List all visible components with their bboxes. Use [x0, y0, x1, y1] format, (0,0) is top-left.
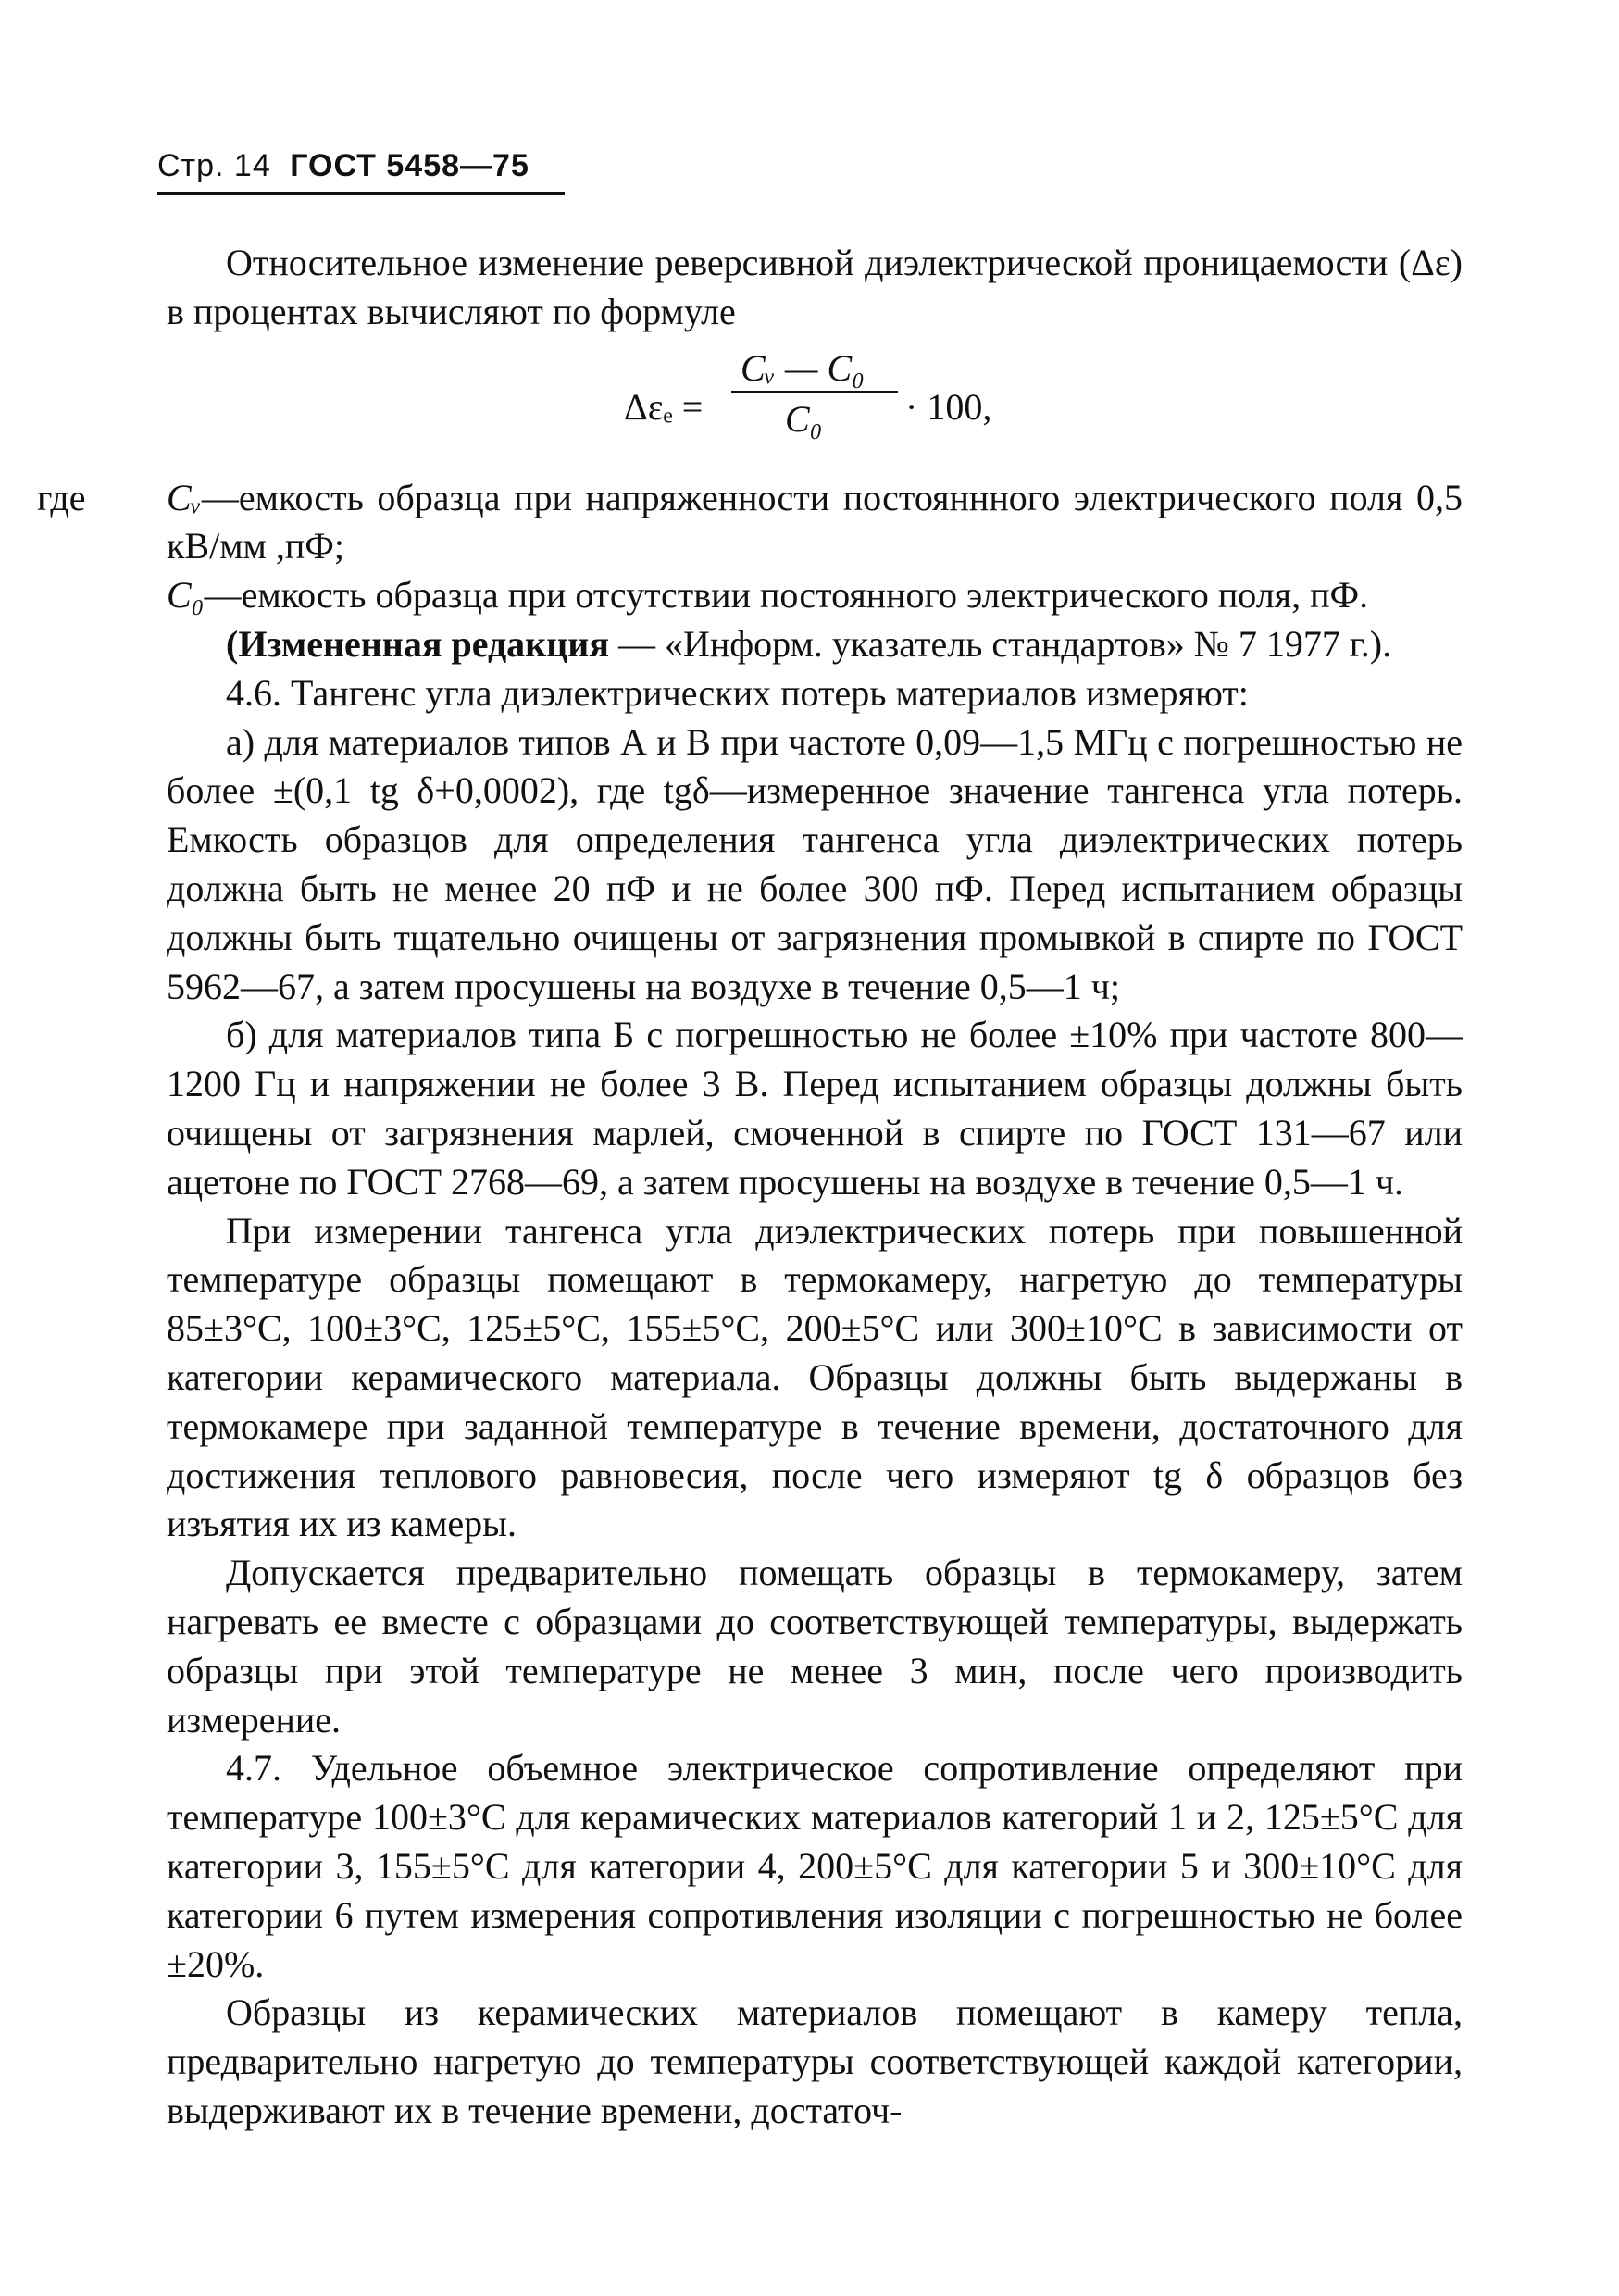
c0-definition-text: —емкость образца при отсутствии постоянного электрического поля, пФ. [204, 574, 1369, 617]
formula-numerator: Cᵥ — C₀ [741, 346, 866, 389]
paragraph-high-temp: При измерении тангенса угла диэлектрических потерь при повышенной температуре образцы помещают в термокамеру, нагретую до температуры 85±3°С, 100±3°С, 125±5°С, 155±5°С, 200±5°С или 300±10°С в зависимости от категории керамического материала. Образцы должны быть выдержаны в термокамере при заданной температуре в течение времени, достаточного для достижения теплового равновесия, после чего измеряют tg δ образцов без изъятия их из камеры. [167, 1209, 1463, 1545]
c0-definition [167, 571, 1463, 620]
paragraph-samples: Образцы из керамических материалов помещают в камеру тепла, предварительно нагретую до температуры соответствующей каждой категории, выдерживают их в течение времени, достаточ- [167, 1991, 1463, 2131]
paragraph-preheat: Допускается предварительно помещать образцы в термокамеру, затем нагревать ее вместе с образцами до соответствующей температуры, выдержать образцы при этой температуре не менее 3 мин, после чего производить измерение. [167, 1552, 1463, 1741]
cv-definition-text: —емкость образца при напряженности постояннного электрического поля 0,5 кВ/мм ,пФ; [167, 476, 1463, 568]
c0-symbol: C₀ [167, 574, 205, 617]
change-note-text: — «Информ. указатель стандартов» № 7 1977 г.). [608, 622, 1392, 665]
paragraph-4-7: 4.7. Удельное объемное электрическое сопротивление определяют при температуре 100±3°С для керамических материалов категорий 1 и 2, 125±5°С для категории 3, 155±5°С для категории 4, 200±5°С для категории 5 и 300±10°С для категории 6 путем измерения сопротивления изоляции с погрешностью не более ±20%. [167, 1747, 1463, 1985]
cv-symbol: Cᵥ [167, 476, 202, 518]
page-number: Стр. 14 [157, 148, 271, 183]
header-rule [157, 192, 565, 195]
where-label: где [37, 476, 86, 518]
standard-number: ГОСТ 5458—75 [290, 148, 529, 183]
change-note [167, 620, 1463, 669]
change-note-bold: (Измененная редакция [226, 622, 609, 665]
paragraph-4-6-a: а) для материалов типов А и В при частоте 0,09—1,5 МГц с погрешностью не более ±(0,1 tg δ+0,0002), где tgδ—измеренное значение тангенса угла потерь. Емкость образцов для определения тангенса угла диэлектрических потерь должна быть не менее 20 пФ и не более 300 пФ. Перед испытанием образцы должны быть тщательно очищены от загрязнения промывкой в спирте по ГОСТ 5962—67, а затем просушены на воздухе в течение 0,5—1 ч; [167, 720, 1463, 1007]
cv-definition [37, 474, 1463, 572]
page-header [157, 148, 529, 184]
paragraph-4-6: 4.6. Тангенс угла диэлектрических потерь материалов измеряют: [226, 671, 1249, 714]
paragraph-4-6-b: б) для материалов типа Б с погрешностью не более ±10% при частоте 800—1200 Гц и напряжении не более 3 В. Перед испытанием образцы должны быть очищены от загрязнения марлей, смоченной в спирте по ГОСТ 131—67 или ацетоне по ГОСТ 2768—69, а затем просушены на воздухе в течение 0,5—1 ч. [167, 1014, 1463, 1203]
formula-lhs: Δεₑ = [624, 385, 704, 428]
document-body [37, 239, 1463, 2136]
formula-tail: · 100, [905, 385, 992, 428]
fraction-bar [731, 391, 898, 393]
intro-paragraph: Относительное изменение реверсивной диэлектрической проницаемости (Δε) в процентах вычисляют по формуле [167, 242, 1463, 332]
formula-denominator: C₀ [785, 397, 823, 440]
formula [167, 344, 1463, 465]
